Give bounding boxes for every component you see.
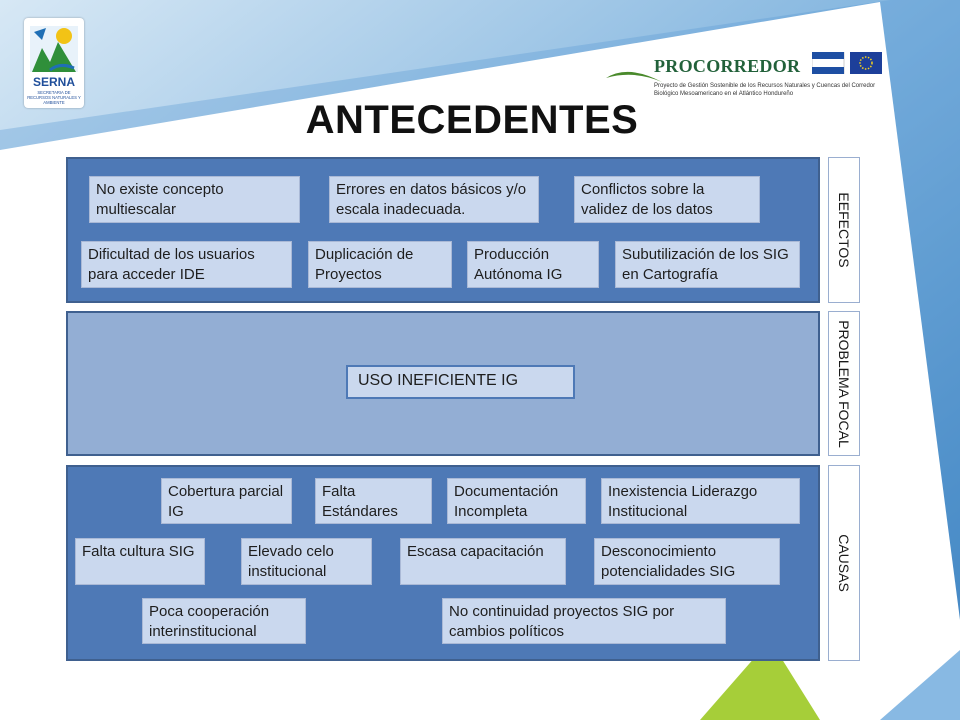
effect-box: Duplicación de Proyectos (308, 241, 452, 288)
causes-label-text: CAUSAS (836, 534, 852, 592)
serna-logo-name: SERNA (32, 75, 75, 89)
slide-title: ANTECEDENTES (305, 98, 639, 142)
focal-problem-box: USO INEFICIENTE IG (346, 365, 575, 399)
cause-box: Escasa capacitación (400, 538, 566, 585)
serna-logo (24, 18, 84, 108)
effect-box: Conflictos sobre la validez de los datos (574, 176, 760, 223)
serna-logo-subtitle: SECRETARIA DE RECURSOS NATURALES Y AMBIENTE (27, 90, 81, 105)
effect-box: Errores en datos básicos y/o escala inadecuada. (329, 176, 539, 223)
cause-box: Elevado celo institucional (241, 538, 372, 585)
causes-side-label (828, 465, 860, 661)
cause-box: Cobertura parcial IG (161, 478, 292, 524)
cause-box: Documentación Incompleta (447, 478, 586, 524)
cause-box: No continuidad proyectos SIG por cambios políticos (442, 598, 726, 644)
effects-label-text: EEFECTOS (836, 192, 852, 268)
cause-box: Desconocimiento potencialidades SIG (594, 538, 780, 585)
cause-box: Poca cooperación interinstitucional (142, 598, 306, 644)
cause-box: Falta Estándares (315, 478, 432, 524)
effects-side-label (828, 157, 860, 303)
effect-box: Subutilización de los SIG en Cartografía (615, 241, 800, 288)
effect-box: No existe concepto multiescalar (89, 176, 300, 223)
focal-label-text: PROBLEMA FOCAL (836, 319, 852, 448)
cause-box: Inexistencia Liderazgo Institucional (601, 478, 800, 524)
focal-side-label (828, 311, 860, 456)
procorredor-logo-name: PROCORREDOR (654, 56, 801, 76)
effect-box: Dificultad de los usuarios para acceder IDE (81, 241, 292, 288)
effect-box: Producción Autónoma IG (467, 241, 599, 288)
flags-icon (812, 52, 882, 74)
procorredor-logo-subtitle: Proyecto de Gestión Sostenible de los Recursos Naturales y Cuencas del Corredor Biológico Mesoamericano en el Atlántico Hondureño (654, 83, 876, 97)
cause-box: Falta cultura SIG (75, 538, 205, 585)
procorredor-logo (604, 48, 894, 108)
serna-emblem-icon (24, 18, 84, 74)
